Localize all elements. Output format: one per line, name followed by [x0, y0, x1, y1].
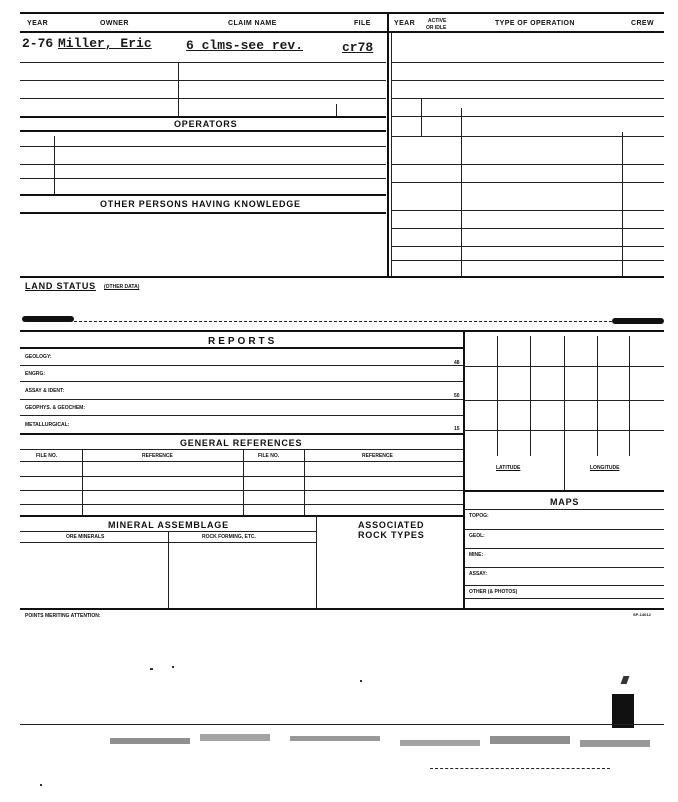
header-active: ACTIVE [428, 18, 447, 24]
entry-owner: Miller, Eric [58, 36, 152, 51]
header-or-idle: OR IDLE [426, 25, 447, 31]
land-status-note: (OTHER DATA) [104, 284, 140, 290]
header-owner: OWNER [100, 20, 129, 27]
associated-line2: ROCK TYPES [358, 530, 425, 540]
header-year-2: YEAR [394, 20, 416, 27]
report-geology: GEOLOGY: [25, 354, 52, 360]
general-references-heading: GENERAL REFERENCES [180, 438, 303, 448]
form-number: SP-14012 [633, 612, 651, 617]
rock-forming-label: ROCK FORMING, ETC. [202, 534, 256, 540]
operators-heading: OPERATORS [174, 119, 238, 129]
maps-assay: ASSAY: [469, 571, 488, 577]
header-file: FILE [354, 20, 371, 27]
maps-geol: GEOL: [469, 533, 485, 539]
ref-reference-2: REFERENCE [362, 453, 393, 459]
points-meriting-attention: POINTS MERITING ATTENTION: [25, 613, 101, 619]
ref-file-no-1: FILE NO. [36, 453, 58, 459]
report-engrg: ENGRG: [25, 371, 45, 377]
header-type-of-operation: TYPE OF OPERATION [495, 20, 575, 27]
entry-file: cr78 [342, 40, 374, 55]
entry-year: 2-76 [22, 36, 54, 51]
ref-file-no-2: FILE NO. [258, 453, 280, 459]
ink-blot-right [612, 318, 664, 324]
ink-blot-left [22, 316, 74, 322]
entry-claim-name: 6 clms-see rev. [186, 38, 304, 53]
maps-other: OTHER (& PHOTOS) [469, 589, 518, 595]
report-num-50: 50 [454, 393, 460, 399]
header-claim-name: CLAIM NAME [228, 20, 277, 27]
maps-heading: MAPS [550, 497, 580, 507]
report-metallurgical: METALLURGICAL: [25, 422, 70, 428]
report-assay: ASSAY & IDENT: [25, 388, 65, 394]
report-num-15: 15 [454, 426, 460, 432]
header-year: YEAR [27, 20, 49, 27]
mineral-assemblage-heading: MINERAL ASSEMBLAGE [108, 520, 229, 530]
reports-heading: REPORTS [208, 336, 278, 347]
maps-mine: MINE: [469, 552, 484, 558]
maps-topog: TOPOG: [469, 513, 489, 519]
header-crew: CREW [631, 20, 654, 27]
ref-reference-1: REFERENCE [142, 453, 173, 459]
other-persons-heading: OTHER PERSONS HAVING KNOWLEDGE [100, 199, 301, 209]
longitude-label: LONGITUDE [590, 465, 620, 471]
latitude-label: LATITUDE [496, 465, 521, 471]
report-geophys: GEOPHYS. & GEOCHEM: [25, 405, 86, 411]
ore-minerals-label: ORE MINERALS [66, 534, 105, 540]
report-num-48: 48 [454, 360, 460, 366]
land-status-heading: LAND STATUS [25, 281, 96, 291]
associated-line1: ASSOCIATED [358, 520, 425, 530]
